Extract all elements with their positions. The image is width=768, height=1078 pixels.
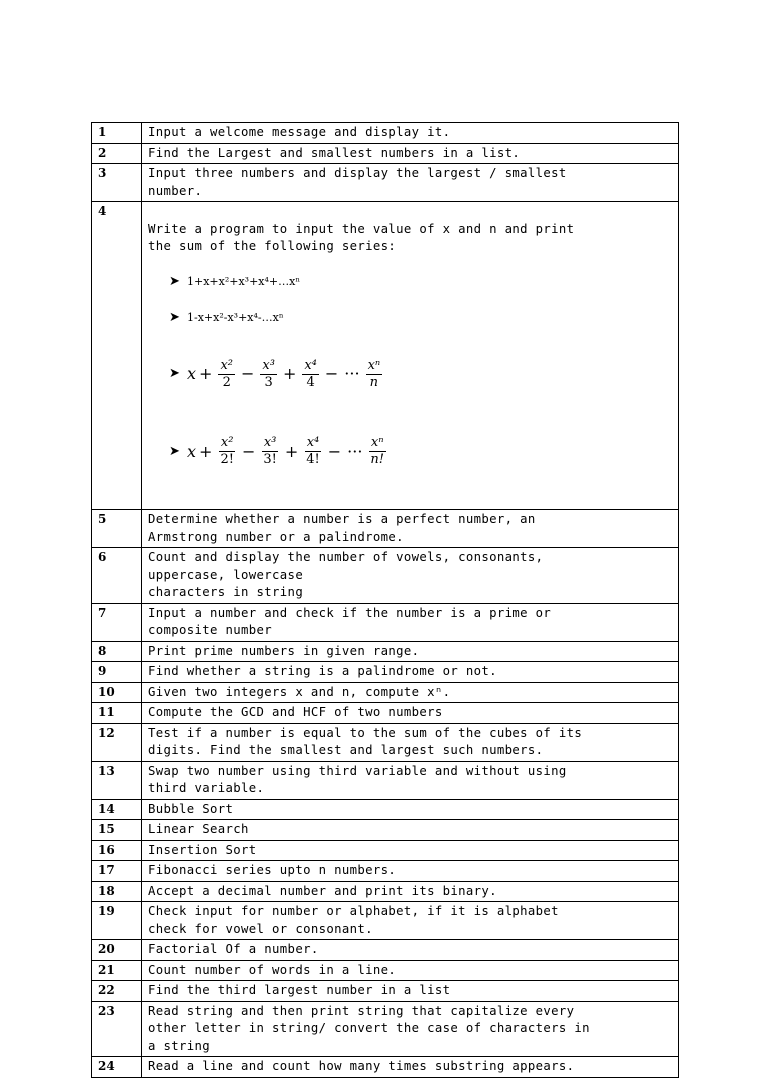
operator: − xyxy=(240,364,255,384)
fraction xyxy=(260,358,277,391)
denominator: 3 xyxy=(264,374,273,390)
row-text: Swap two number using third variable and without using third variable. xyxy=(142,761,679,799)
numerator: x³ xyxy=(262,357,275,373)
table-row xyxy=(92,143,679,164)
row-text: Print prime numbers in given range. xyxy=(142,641,679,662)
series-formula: 1-x+x²-x³+x⁴-…xⁿ xyxy=(187,310,284,324)
table-row xyxy=(92,641,679,662)
arrow-bullet-icon: ➤ xyxy=(169,274,181,290)
operator: − xyxy=(324,364,339,384)
row-number: 8 xyxy=(92,641,142,662)
row-text: Input a number and check if the number is a prime or composite number xyxy=(142,603,679,641)
row-text: Bubble Sort xyxy=(142,799,679,820)
numerator: x² xyxy=(220,357,233,373)
arrow-bullet-icon: ➤ xyxy=(169,443,181,459)
row-text-series xyxy=(142,202,679,510)
table-row xyxy=(92,1057,679,1078)
table-row xyxy=(92,960,679,981)
arrow-bullet-icon: ➤ xyxy=(169,309,181,325)
fraction xyxy=(368,435,386,468)
row-text: Check input for number or alphabet, if it is alphabet check for vowel or consonant. xyxy=(142,902,679,940)
row-number: 22 xyxy=(92,981,142,1002)
row-number: 9 xyxy=(92,662,142,683)
table-row xyxy=(92,799,679,820)
table-row xyxy=(92,1001,679,1057)
numerator: xⁿ xyxy=(367,357,381,373)
series-item xyxy=(169,273,672,291)
row-number: 7 xyxy=(92,603,142,641)
row-text: Find the Largest and smallest numbers in a list. xyxy=(142,143,679,164)
row-number: 2 xyxy=(92,143,142,164)
row-text: Read a line and count how many times substring appears. xyxy=(142,1057,679,1078)
row-number: 10 xyxy=(92,682,142,703)
table-row xyxy=(92,840,679,861)
row-number: 19 xyxy=(92,902,142,940)
row-text: Input three numbers and display the largest / smallest number. xyxy=(142,164,679,202)
row-text: Fibonacci series upto n numbers. xyxy=(142,861,679,882)
table-row xyxy=(92,548,679,604)
row-number: 20 xyxy=(92,940,142,961)
denominator: 2! xyxy=(220,452,234,467)
row-number: 18 xyxy=(92,881,142,902)
row-number: 16 xyxy=(92,840,142,861)
term: x xyxy=(187,441,197,461)
table-row xyxy=(92,682,679,703)
table-row xyxy=(92,202,679,510)
ellipsis: ··· xyxy=(344,364,360,384)
table-row xyxy=(92,940,679,961)
row-text: Test if a number is equal to the sum of the cubes of its digits. Find the smallest and largest such numbers. xyxy=(142,723,679,761)
table-row xyxy=(92,981,679,1002)
fraction xyxy=(366,358,383,391)
fraction xyxy=(302,358,319,391)
row-text: Accept a decimal number and print its binary. xyxy=(142,881,679,902)
row-text: Input a welcome message and display it. xyxy=(142,123,679,144)
row-text: Find the third largest number in a list xyxy=(142,981,679,1002)
table-row xyxy=(92,703,679,724)
term: x xyxy=(187,364,197,384)
fraction xyxy=(261,435,279,468)
row-number: 1 xyxy=(92,123,142,144)
program-list-table xyxy=(91,122,679,1078)
series-formula: 1+x+x²+x³+x⁴+…xⁿ xyxy=(187,275,301,288)
series-intro: Write a program to input the value of x and n and print the sum of the following series: xyxy=(148,221,575,253)
fraction-series-b xyxy=(187,435,389,468)
operator: − xyxy=(241,441,256,461)
table-row xyxy=(92,603,679,641)
row-number: 24 xyxy=(92,1057,142,1078)
table-row xyxy=(92,723,679,761)
row-number: 12 xyxy=(92,723,142,761)
row-number: 11 xyxy=(92,703,142,724)
fraction-series-a xyxy=(187,358,385,391)
denominator: n xyxy=(369,374,379,390)
operator: + xyxy=(282,364,297,384)
operator: − xyxy=(327,441,342,461)
row-number: 3 xyxy=(92,164,142,202)
denominator: 3! xyxy=(263,452,277,467)
arrow-bullet-icon: ➤ xyxy=(169,366,181,382)
table-row xyxy=(92,902,679,940)
row-text: Linear Search xyxy=(142,820,679,841)
table-row xyxy=(92,510,679,548)
table-row xyxy=(92,861,679,882)
numerator: x⁴ xyxy=(304,357,317,373)
denominator: 2 xyxy=(222,374,231,390)
row-number: 21 xyxy=(92,960,142,981)
numerator: x³ xyxy=(263,435,277,450)
operator: + xyxy=(284,441,299,461)
operator: + xyxy=(199,441,213,461)
table-row xyxy=(92,164,679,202)
row-text: Count and display the number of vowels, consonants, uppercase, lowercase characters in string xyxy=(142,548,679,604)
row-text: Read string and then print string that capitalize every other letter in string/ convert the case of characters in a string xyxy=(142,1001,679,1057)
series-item xyxy=(169,422,672,482)
denominator: n! xyxy=(370,452,385,467)
row-text: Insertion Sort xyxy=(142,840,679,861)
row-number: 15 xyxy=(92,820,142,841)
operator: + xyxy=(199,364,213,384)
program-list-body xyxy=(92,123,679,1078)
row-number: 14 xyxy=(92,799,142,820)
row-number: 23 xyxy=(92,1001,142,1057)
fraction xyxy=(218,358,235,391)
row-text: Compute the GCD and HCF of two numbers xyxy=(142,703,679,724)
row-number: 13 xyxy=(92,761,142,799)
table-row xyxy=(92,662,679,683)
row-number: 5 xyxy=(92,510,142,548)
row-text: Count number of words in a line. xyxy=(142,960,679,981)
numerator: x⁴ xyxy=(306,435,320,450)
denominator: 4 xyxy=(306,374,315,390)
table-row xyxy=(92,820,679,841)
table-row xyxy=(92,123,679,144)
numerator: x² xyxy=(220,435,234,450)
table-row xyxy=(92,761,679,799)
row-number: 17 xyxy=(92,861,142,882)
row-text: Determine whether a number is a perfect number, an Armstrong number or a palindrome. xyxy=(142,510,679,548)
table-row xyxy=(92,881,679,902)
fraction xyxy=(304,435,322,468)
row-text: Find whether a string is a palindrome or not. xyxy=(142,662,679,683)
row-text: Given two integers x and n, compute xⁿ. xyxy=(142,682,679,703)
series-item xyxy=(169,344,672,404)
ellipsis: ··· xyxy=(347,441,363,461)
fraction xyxy=(218,435,236,468)
row-text: Factorial Of a number. xyxy=(142,940,679,961)
series-item xyxy=(169,309,672,327)
row-number: 6 xyxy=(92,548,142,604)
row-number: 4 xyxy=(92,202,142,510)
numerator: xⁿ xyxy=(370,435,384,450)
denominator: 4! xyxy=(306,452,320,467)
